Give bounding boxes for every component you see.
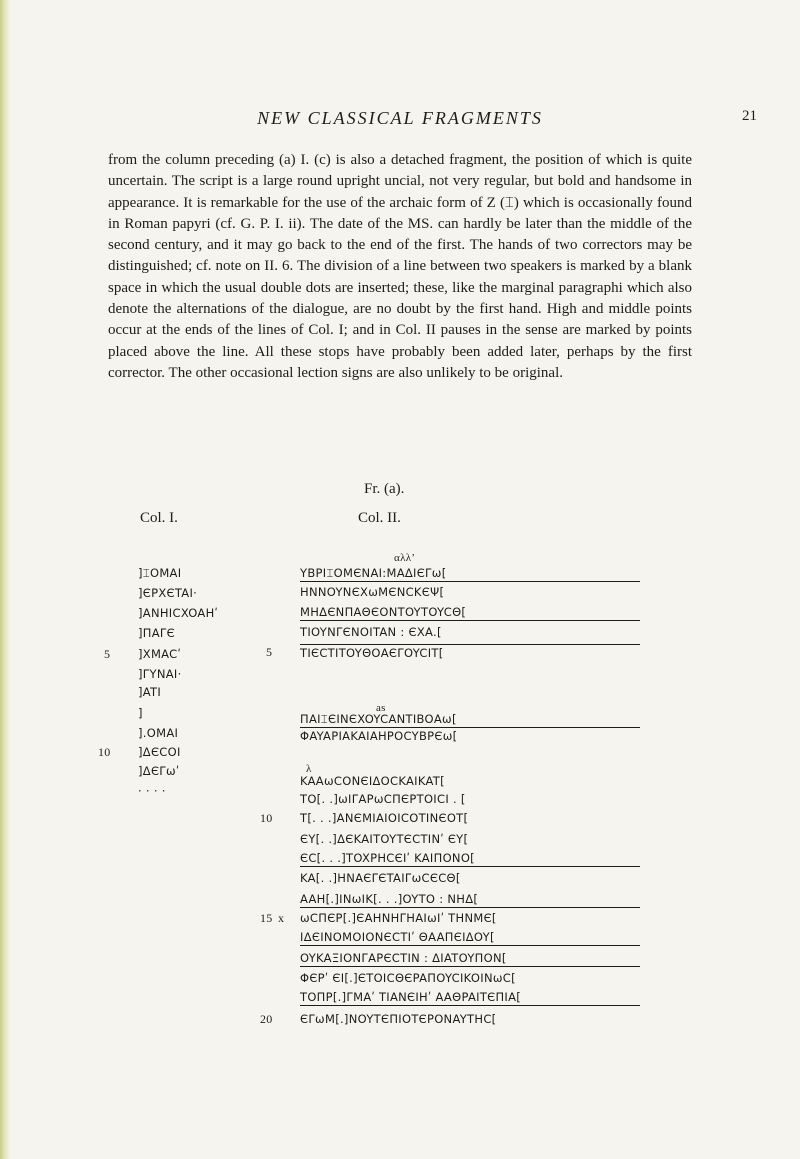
paragraphus-mark: x bbox=[278, 911, 285, 925]
col2-line: TIOYNΓЄNOITAN : ЄXA.[ bbox=[300, 625, 442, 639]
col1-line: ]⌶OMAI bbox=[138, 566, 182, 580]
col1-line: ]ΠAΓЄ bbox=[138, 626, 175, 640]
col2-line: T[. . .]ANЄMIAIOICOTINЄOT[ bbox=[300, 811, 469, 825]
col1-line: ]ATI bbox=[138, 685, 162, 699]
col2-line: ЄC[. . .]TOXPHCЄIʹ KAIΠONO[ bbox=[300, 850, 640, 867]
col2-line-number: 10 bbox=[260, 811, 273, 825]
running-title: NEW CLASSICAL FRAGMENTS bbox=[257, 108, 543, 128]
col2-line: ΦAYAPIAKAIAHPOCYBPЄω[ bbox=[300, 729, 458, 743]
page-number: 21 bbox=[742, 108, 757, 124]
corrector-note: αλλ’ bbox=[394, 552, 416, 564]
body-paragraph: from the column preceding (a) I. (c) is also a detached fragment, the position of which is quite uncertain. The script is a large round upright uncial, not very regular, but bold and handsome in appearance. It is remarkable for the use of the archaic form of Z (⌶) which is occasionally found in Roman papyri (cf. G. P. I. ii). The date of the MS. can hardly be later than the middle of the second century, and it may go back to the end of the first. The hands of two correctors may be distinguished; cf. note on II. 6. The division of a line between two speakers is marked by a blank space in which the usual double dots are inserted; these, like the marginal paragraphi which also denote the alternations of the dialogue, are no doubt by the first hand. High and middle points occur at the ends of the lines of Col. I; and in Col. II pauses in the sense are marked by points placed above the line. All these stops have probably been added later, perhaps by the first corrector. The other occasional lection signs are also unlikely to be original. bbox=[108, 152, 692, 381]
col2-line: IΔЄINOMOIONЄCTIʹ ΘAAΠЄIΔOY[ bbox=[300, 929, 640, 946]
col1-line: · · · · bbox=[138, 784, 166, 798]
page-edge-shadow bbox=[0, 0, 10, 1159]
corrector-note: as bbox=[376, 702, 386, 714]
col1-line: ].OMAI bbox=[138, 726, 179, 740]
col1-line: ] bbox=[138, 706, 143, 720]
col2-line: TO[. .]ωIΓAPωCΠЄPTOICI . [ bbox=[300, 792, 466, 806]
col1-line: ]XMACʹ bbox=[138, 647, 181, 661]
col2-line: AAH[.]INωIK[. . .]OYTO : NHΔ[ bbox=[300, 891, 640, 908]
col2-line: ЄΓωM[.]NOYTЄΠIOTЄPONAYTHC[ bbox=[300, 1012, 497, 1026]
col1-line: ]ΔЄCOI bbox=[138, 745, 181, 759]
col1-line: ]ЄPXЄTAI· bbox=[138, 586, 198, 600]
col2-line: ΠAI⌶ЄINЄXOYCANTIBOΑω[ bbox=[300, 711, 640, 728]
col2-line: KAΑωCONЄIΔOCKAIKAT[ bbox=[300, 774, 445, 788]
col1-line-number: 10 bbox=[98, 745, 111, 759]
col2-line: ЄY[. .]ΔЄKAITOYTЄCTINʹ ЄY[ bbox=[300, 832, 469, 846]
col1-line: ]ΓYNAI· bbox=[138, 667, 182, 681]
col2-line: MHΔЄNΠΑΘЄONTOYTOYCΘ[ bbox=[300, 604, 640, 621]
col2-line-number: 15 bbox=[260, 911, 273, 925]
col2-line-number: 20 bbox=[260, 1012, 273, 1026]
col2-heading: Col. II. bbox=[358, 510, 401, 526]
col2-line: TOΠP[.]ΓMAʹ TIANЄIHʹ AAΘPAITЄΠIA[ bbox=[300, 989, 640, 1006]
col1-line-number: 5 bbox=[104, 647, 111, 661]
col2-line: TIЄCTITOYΘOΑЄΓOYCIT[ bbox=[300, 644, 640, 661]
col2-line: ωCΠЄP[.]ЄAHNHΓHAIωIʹ THNMЄ[ bbox=[300, 911, 497, 925]
col1-line: ]ANHICXOAHʹ bbox=[138, 606, 219, 620]
corrector-note: λ bbox=[306, 763, 312, 775]
col2-line: KA[. .]HNAЄΓЄTAIΓωCЄCΘ[ bbox=[300, 871, 461, 885]
col2-line-number: 5 bbox=[266, 645, 273, 659]
fragment-heading: Fr. (a). bbox=[364, 481, 405, 497]
col2-line: HNNOYNЄXωMЄNCKЄΨ[ bbox=[300, 585, 445, 599]
col1-line: ]ΔЄΓωʹ bbox=[138, 764, 180, 778]
col2-line: YBPI⌶OMЄNAI:MΑΔIЄΓω[ bbox=[300, 565, 640, 582]
col2-line: OYKAΞIONΓAPЄCTIN : ΔIATOYΠON[ bbox=[300, 950, 640, 967]
col1-heading: Col. I. bbox=[140, 510, 178, 526]
col2-line: ΦЄPʹ ЄI[.]ЄTOICΘЄPAΠOYCIKOINωC[ bbox=[300, 971, 516, 985]
